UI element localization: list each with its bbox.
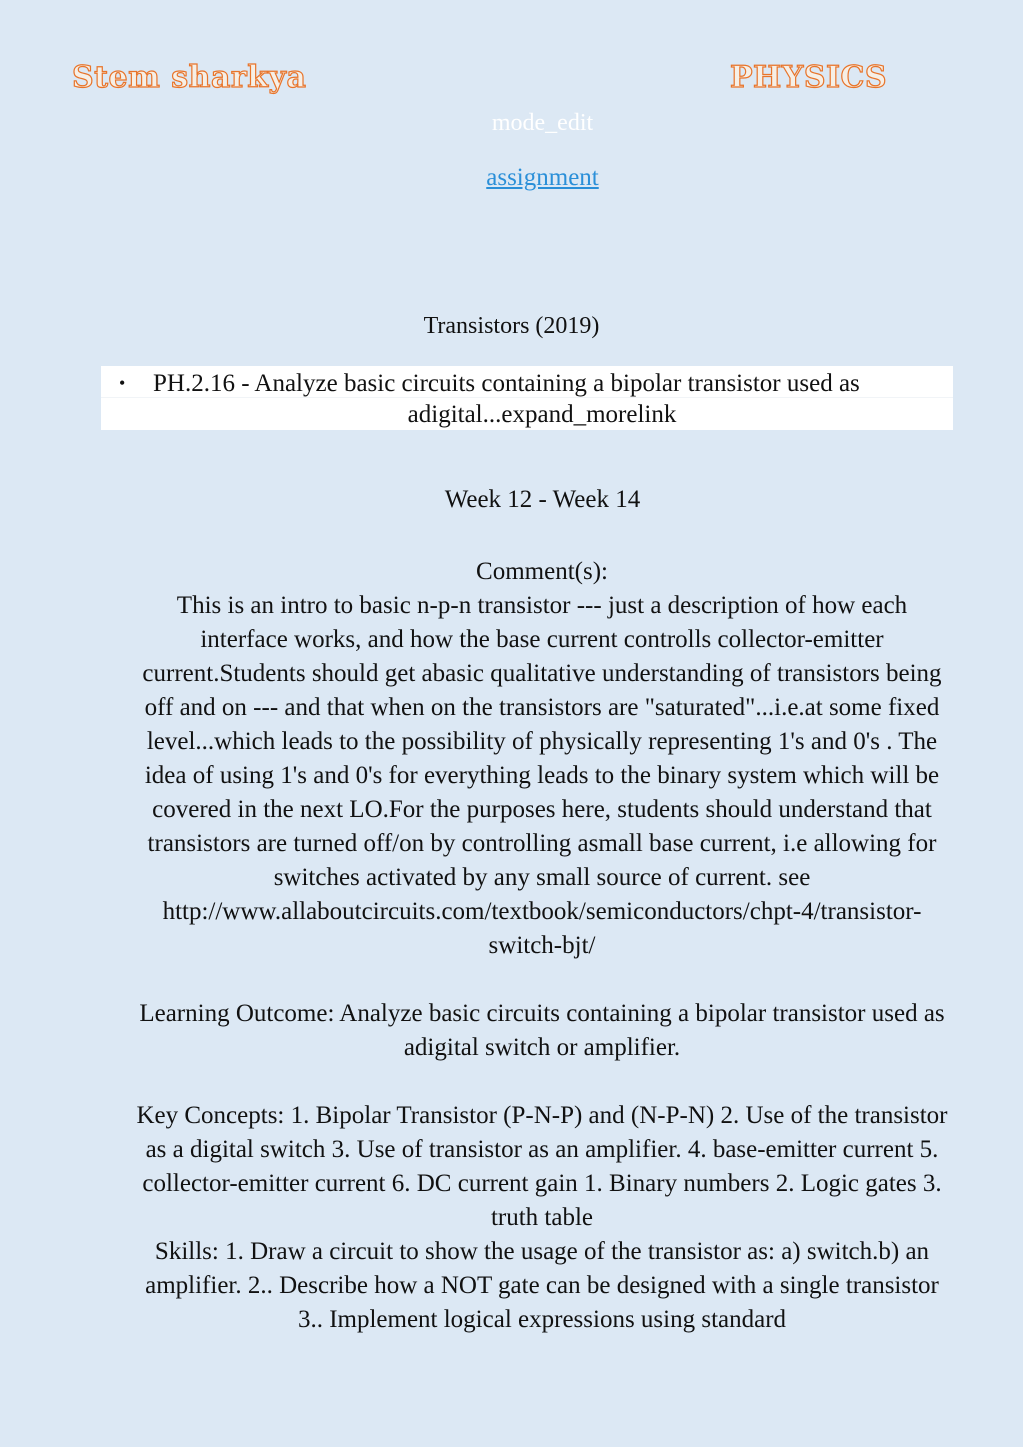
spacer <box>131 1065 953 1099</box>
outcome-text: PH.2.16 - Analyze basic circuits containing a bipolar transistor used as <box>153 370 860 397</box>
mode-edit-icon[interactable]: mode_edit <box>491 110 594 136</box>
outcome-list-item <box>101 366 953 430</box>
site-brand-logo: Stem sharkya <box>72 60 307 95</box>
comments-text: This is an intro to basic n-p-n transistor --- just a description of how each interface works, and how the base current controlls collector-emitter current.Students should get abasic qualitative understanding of transistors being off and on --- and that when on the transistors are "saturated"...i.e.at some fixed level...which leads to the possibility of physically representing 1's and 0's . The idea of using 1's and 0's for everything leads to the binary system which will be covered in the next LO.For the purposes here, students should understand that transistors are turned off/on by controlling asmall base current, i.e allowing for switches activated by any small source of current. see http://www.allaboutcircuits.com/textbook/semiconductors/chpt-4/transistor-switch-bjt/ <box>142 592 942 959</box>
bullet-icon: • <box>119 373 126 393</box>
assignment-link[interactable]: assignment <box>486 164 599 191</box>
expand-more-link[interactable]: adigital...expand_morelink <box>407 401 677 428</box>
key-concepts: Key Concepts: 1. Bipolar Transistor (P-N-P) and (N-P-N) 2. Use of the transistor as a digital switch 3. Use of transistor as an amplifier. 4. base-emitter current 5. collector-emitter current 6. DC current gain 1. Binary numbers 2. Logic gates 3. truth table <box>136 1102 948 1231</box>
comments-section <box>131 555 953 1337</box>
divider <box>101 397 953 398</box>
week-range: Week 12 - Week 14 <box>444 486 641 513</box>
comments-heading: Comment(s): <box>476 558 608 585</box>
skills: Skills: 1. Draw a circuit to show the usage of the transistor as: a) switch.b) an amplifier. 2.. Describe how a NOT gate can be designed with a single transistor 3.. Implement logical expressions using standard <box>145 1238 939 1333</box>
page-title: Transistors (2019) <box>423 313 600 339</box>
spacer <box>131 963 953 997</box>
subject-title-logo: PHYSICS <box>730 60 888 95</box>
learning-outcome: Learning Outcome: Analyze basic circuits containing a bipolar transistor used as adigital switch or amplifier. <box>139 1000 945 1061</box>
